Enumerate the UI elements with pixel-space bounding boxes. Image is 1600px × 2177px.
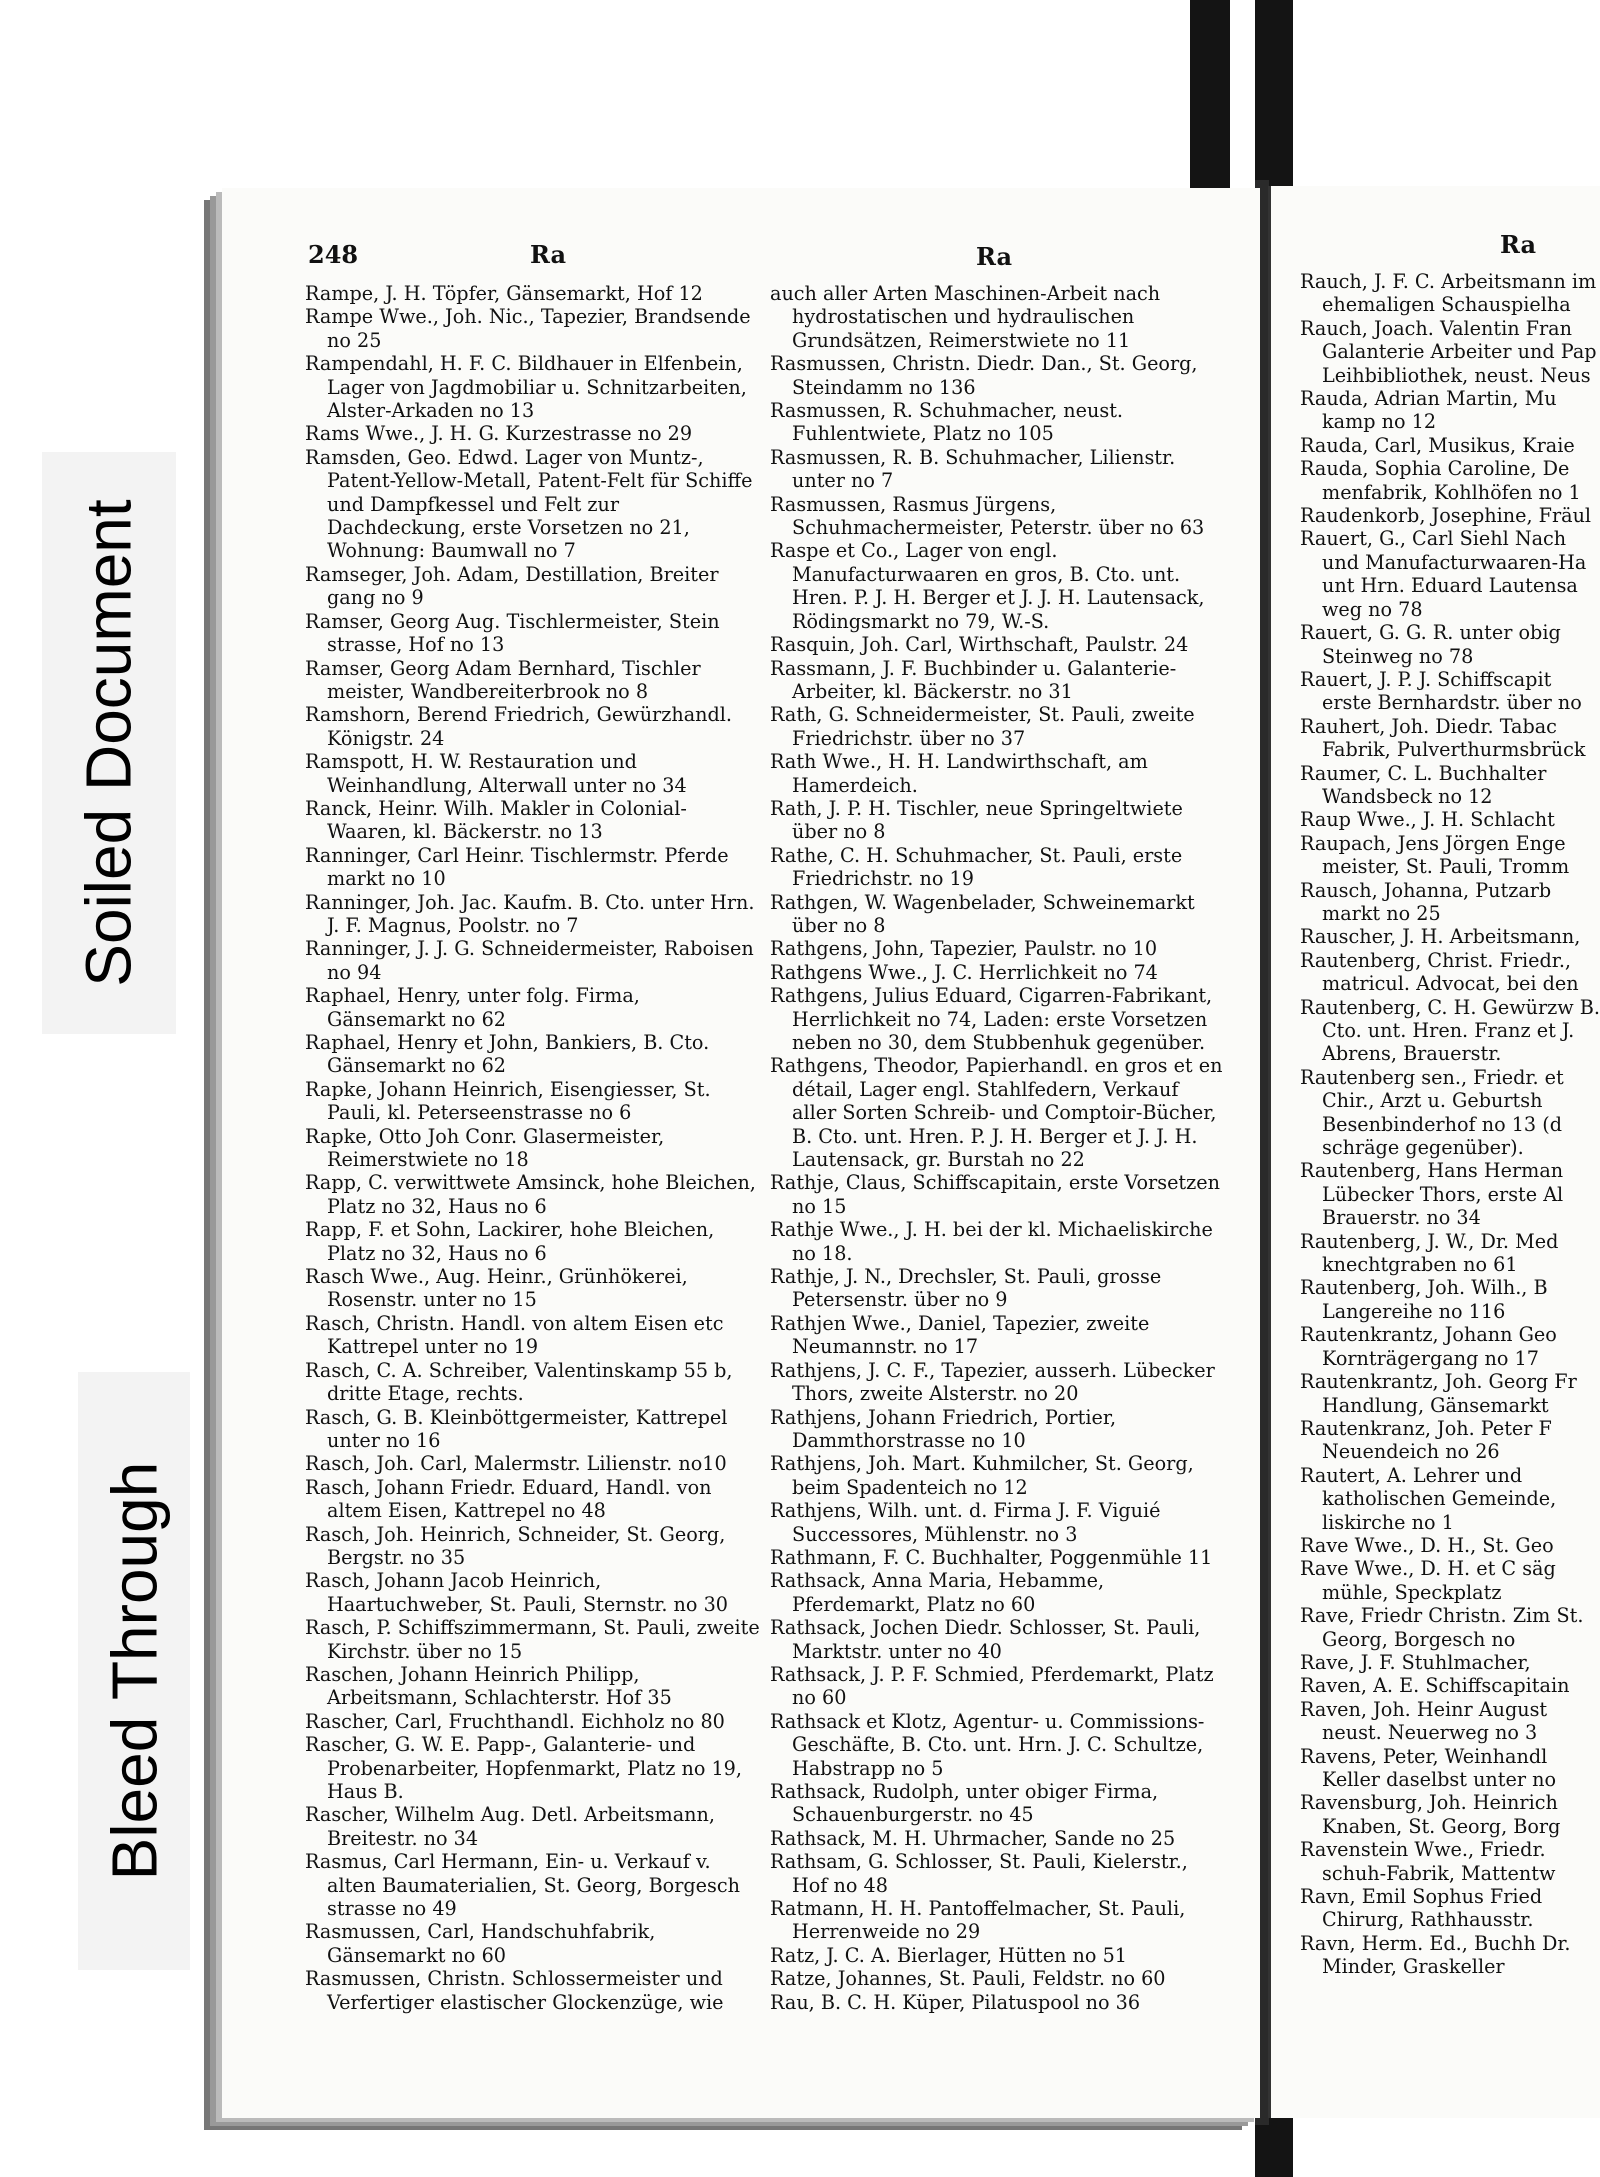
directory-entry: Rath Wwe., H. H. Landwirthschaft, am Hamerdeich. (770, 750, 1148, 797)
directory-entry: Rathmann, F. C. Buchhalter, Poggenmühle 11 (770, 1545, 1213, 1569)
directory-entry: Rasch, G. B. Kleinböttgermeister, Kattrepel unter no 16 (305, 1405, 728, 1452)
directory-entry: Ravn, Herm. Ed., Buchh Dr. Minder, Graskeller (1300, 1931, 1571, 1979)
directory-entry: Rasmussen, R. B. Schuhmacher, Lilienstr. unter no 7 (770, 445, 1176, 493)
directory-entry: Rauert, G., Carl Siehl Nach und Manufacturwaaren-Ha unt Hrn. Eduard Lautensa weg no 78 (1300, 527, 1587, 621)
directory-entry: Raven, A. E. Schiffscapitain (1300, 1674, 1570, 1698)
directory-entry: Rathgens, Theodor, Papierhandl. en gros et en détail, Lager engl. Stahlfedern, Verkauf aller Sorten Schreib- und Comptoir-Bücher, B. Cto. unt. Hren. P. J. H. Berger et J. J. H. Lautensack, gr. Burstah no 22 (770, 1054, 1223, 1172)
directory-entry: Rasch, Johann Friedr. Eduard, Handl. von altem Eisen, Kattrepel no 48 (305, 1475, 712, 1523)
directory-entry: Raphael, Henry et John, Bankiers, B. Cto. Gänsemarkt no 62 (305, 1031, 710, 1078)
directory-entry: Rampe, J. H. Töpfer, Gänsemarkt, Hof 12 (305, 282, 703, 305)
directory-entry: Ravens, Peter, Weinhandl Keller daselbst unter no (1300, 1744, 1557, 1791)
directory-entry: Rave, Friedr Christn. Zim St. Georg, Borgesch no (1300, 1604, 1584, 1651)
directory-entry: Ratze, Johannes, St. Pauli, Feldstr. no 60 (770, 1967, 1166, 1991)
directory-entry: Rasch, Johann Jacob Heinrich, Haartuchweber, St. Pauli, Sternstr. no 30 (305, 1569, 728, 1616)
page-number: 248 (308, 240, 359, 269)
directory-entry: Rathsam, G. Schlosser, St. Pauli, Kielerstr., Hof no 48 (770, 1850, 1188, 1897)
directory-entry: Ratz, J. C. A. Bierlager, Hütten no 51 (770, 1943, 1127, 1967)
directory-entry: Rasmussen, Christn. Diedr. Dan., St. Georg, Steindamm no 136 (770, 352, 1198, 399)
directory-entry: Rasch, Christn. Handl. von altem Eisen etc Kattrepel unter no 19 (305, 1311, 724, 1359)
directory-entry: Rascher, Wilhelm Aug. Detl. Arbeitsmann, Breitestr. no 34 (305, 1803, 715, 1850)
directory-entry: Rave, J. F. Stuhlmacher, (1300, 1650, 1531, 1674)
directory-entry: Rathsack et Klotz, Agentur- u. Commissions-Geschäfte, B. Cto. unt. Hrn. J. C. Schultze, Habstrapp no 5 (770, 1709, 1205, 1780)
directory-entry: Raudenkorb, Josephine, Fräul (1300, 504, 1592, 528)
directory-entry: Rausch, Johanna, Putzarb markt no 25 (1300, 878, 1552, 925)
directory-entry: Rave Wwe., D. H., St. Geo (1300, 1533, 1554, 1557)
directory-entry: Rauch, J. F. C. Arbeitsmann im ehemaligen Schauspielha (1300, 270, 1597, 317)
directory-entry: Rathjens, Johann Friedrich, Portier, Dammthorstrasse no 10 (770, 1405, 1117, 1452)
directory-entry: Ramsden, Geo. Edwd. Lager von Muntz-, Patent-Yellow-Metall, Patent-Felt für Schiffe und Dampfkessel und Felt zur Dachdeckung, erste Vorsetzen no 21, Wohnung: Baumwall no 7 (305, 445, 753, 563)
directory-entry: Rautenkrantz, Johann Geo Kornträgergang no 17 (1300, 1323, 1557, 1370)
directory-entry: Rautert, A. Lehrer und katholischen Gemeinde, liskirche no 1 (1300, 1463, 1557, 1534)
directory-entry: Rautenberg, Hans Herman Lübecker Thors, erste Al Brauerstr. no 34 (1300, 1159, 1564, 1230)
directory-entry: Rasmussen, Carl, Handschuhfabrik, Gänsemarkt no 60 (305, 1920, 656, 1967)
bookmark-ribbon-left (1190, 0, 1230, 192)
directory-entry: Rasch, C. A. Schreiber, Valentinskamp 55 b, dritte Etage, rechts. (305, 1358, 733, 1406)
directory-entry: Rampendahl, H. F. C. Bildhauer in Elfenbein, Lager von Jagdmobiliar u. Schnitzarbeiten, Alster-Arkaden no 13 (305, 352, 747, 423)
directory-entry: Ranninger, J. J. G. Schneidermeister, Raboisen no 94 (305, 937, 754, 984)
directory-entry: Rasmussen, R. Schuhmacher, neust. Fuhlentwiete, Platz no 105 (770, 399, 1124, 446)
directory-entry: Rathe, C. H. Schuhmacher, St. Pauli, erste Friedrichstr. no 19 (770, 843, 1183, 891)
directory-entry: Ranck, Heinr. Wilh. Makler in Colonial-Waaren, kl. Bäckerstr. no 13 (305, 796, 687, 844)
directory-entry: Ramspott, H. W. Restauration und Weinhandlung, Alterwall unter no 34 (305, 750, 687, 797)
directory-entry: Raphael, Henry, unter folg. Firma, Gänsemarkt no 62 (305, 984, 640, 1031)
directory-entry: Rathgens, John, Tapezier, Paulstr. no 10 (770, 937, 1158, 961)
directory-entry: Rathgens, Julius Eduard, Cigarren-Fabrikant, Herrlichkeit no 74, Laden: erste Vorsetzen neben no 30, dem Stubbenhuk gegenüber. (770, 984, 1213, 1054)
bleed-through-text: Bleed Through (98, 1461, 170, 1881)
soiled-document-label (42, 452, 176, 1034)
directory-entry: Rau, B. C. H. Küper, Pilatuspool no 36 (770, 1990, 1141, 2014)
directory-entry: Rautenberg sen., Friedr. et Chir., Arzt u. Geburtsh Besenbinderhof no 13 (d schräge gegenüber). (1300, 1065, 1564, 1160)
directory-entry: Rathje Wwe., J. H. bei der kl. Michaeliskirche no 18. (770, 1218, 1213, 1265)
directory-entry: Rasch, Joh. Heinrich, Schneider, St. Georg, Bergstr. no 35 (305, 1522, 726, 1569)
directory-entry: Raspe et Co., Lager von engl. Manufacturwaaren en gros, B. Cto. unt. Hren. P. J. H. Berger et J. J. H. Lautensack, Rödingsmarkt no 79, W.-S. (770, 539, 1205, 633)
directory-entry: Ranninger, Joh. Jac. Kaufm. B. Cto. unter Hrn. J. F. Magnus, Poolstr. no 7 (305, 890, 755, 937)
directory-entry: Rathsack, Jochen Diedr. Schlosser, St. Pauli, Marktstr. unter no 40 (770, 1616, 1201, 1663)
directory-entry: Ratmann, H. H. Pantoffelmacher, St. Pauli, Herrenweide no 29 (770, 1897, 1186, 1944)
directory-entry: Rauhert, Joh. Diedr. Tabac Fabrik, Pulverthurmsbrück (1300, 714, 1586, 762)
directory-entry: Ravenstein Wwe., Friedr. schuh-Fabrik, Mattentw (1300, 1838, 1556, 1885)
directory-entry: Rathsack, M. H. Uhrmacher, Sande no 25 (770, 1826, 1176, 1850)
page-header-ra-middle: Ra (976, 242, 1013, 271)
directory-entry: Rapke, Otto Joh Conr. Glasermeister, Reimerstwiete no 18 (305, 1124, 665, 1172)
directory-entry: Rauda, Carl, Musikus, Kraie (1300, 433, 1575, 457)
bookmark-ribbon-right (1255, 0, 1293, 210)
directory-entry: Raupach, Jens Jörgen Enge meister, St. Pauli, Tromm (1300, 831, 1570, 879)
directory-entry: Ravn, Emil Sophus Fried Chirurg, Rathhausstr. (1300, 1885, 1543, 1932)
directory-entry: Rautenberg, J. W., Dr. Med knechtgraben no 61 (1300, 1229, 1559, 1277)
directory-entry: Rautenberg, C. H. Gewürzw B. Cto. unt. Hren. Franz et J. Abrens, Brauerstr. (1300, 995, 1600, 1066)
directory-entry: Rauch, Joach. Valentin Fran Galanterie Arbeiter und Pap Leihbibliothek, neust. Neus (1300, 316, 1597, 387)
directory-entry: Ravensburg, Joh. Heinrich Knaben, St. Georg, Borg (1300, 1791, 1561, 1838)
directory-entry: Raven, Joh. Heinr August neust. Neuerweg no 3 (1300, 1697, 1548, 1745)
directory-entry: Ramser, Georg Adam Bernhard, Tischler meister, Wandbereiterbrook no 8 (305, 656, 701, 703)
directory-entry: Rath, J. P. H. Tischler, neue Springeltwiete über no 8 (770, 796, 1183, 844)
directory-entry: Rathje, Claus, Schiffscapitain, erste Vorsetzen no 15 (770, 1171, 1220, 1218)
directory-column-3 (1300, 270, 1600, 1979)
directory-entry: Rasch Wwe., Aug. Heinr., Grünhökerei, Rosenstr. unter no 15 (305, 1265, 688, 1312)
directory-entry: Rathjens, Joh. Mart. Kuhmilcher, St. Georg, beim Spadenteich no 12 (770, 1452, 1194, 1499)
directory-entry: Rautenkranz, Joh. Peter F Neuendeich no 26 (1300, 1416, 1552, 1464)
directory-entry: Ramser, Georg Aug. Tischlermeister, Stein strasse, Hof no 13 (305, 609, 720, 657)
directory-entry: Rathjens, Wilh. unt. d. Firma J. F. Viguié Successores, Mühlenstr. no 3 (770, 1499, 1161, 1546)
directory-entry: Rathsack, Anna Maria, Hebamme, Pferdemarkt, Platz no 60 (770, 1569, 1105, 1616)
soiled-document-text: Soiled Document (73, 499, 145, 987)
directory-entry: Rathsack, Rudolph, unter obiger Firma, Schauenburgerstr. no 45 (770, 1780, 1159, 1827)
page-header-ra-left: Ra (530, 240, 567, 269)
directory-entry: Rathjen Wwe., Daniel, Tapezier, zweite Neumannstr. no 17 (770, 1311, 1150, 1359)
directory-entry: Rapke, Johann Heinrich, Eisengiesser, St. Pauli, kl. Peterseenstrasse no 6 (305, 1077, 711, 1125)
directory-entry: Rauda, Sophia Caroline, De menfabrik, Kohlhöfen no 1 (1300, 457, 1581, 504)
directory-entry: Rathgen, W. Wagenbelader, Schweinemarkt über no 8 (770, 890, 1195, 937)
directory-entry: Rave Wwe., D. H. et C säg mühle, Speckplatz (1300, 1557, 1556, 1604)
directory-entry: Raumer, C. L. Buchhalter Wandsbeck no 12 (1300, 761, 1547, 808)
directory-entry: Rauert, G. G. R. unter obig Steinweg no 78 (1300, 621, 1561, 668)
directory-entry: Rapp, F. et Sohn, Lackirer, hohe Bleichen, Platz no 32, Haus no 6 (305, 1218, 715, 1265)
directory-entry: Rautenberg, Joh. Wilh., B Langereihe no 116 (1300, 1276, 1548, 1323)
directory-entry: Rasmussen, Rasmus Jürgens, Schuhmachermeister, Peterstr. über no 63 (770, 492, 1205, 540)
directory-entry: Rams Wwe., J. H. G. Kurzestrasse no 29 (305, 422, 693, 446)
directory-entry: auch aller Arten Maschinen-Arbeit nach hydrostatischen und hydraulischen Grundsätzen, Reimerstwiete no 11 (770, 282, 1161, 352)
directory-entry: Rathsack, J. P. F. Schmied, Pferdemarkt, Platz no 60 (770, 1662, 1214, 1710)
directory-entry: Raschen, Johann Heinrich Philipp, Arbeitsmann, Schlachterstr. Hof 35 (305, 1662, 672, 1710)
directory-entry: Rasch, P. Schiffszimmermann, St. Pauli, zweite Kirchstr. über no 15 (305, 1616, 760, 1663)
directory-entry: Rautenberg, Christ. Friedr., matricul. Advocat, bei den (1300, 948, 1579, 996)
directory-entry: Rasmus, Carl Hermann, Ein- u. Verkauf v. alten Baumaterialien, St. Georg, Borgesch strasse no 49 (305, 1850, 740, 1921)
directory-entry: Rathje, J. N., Drechsler, St. Pauli, grosse Petersenstr. über no 9 (770, 1265, 1162, 1312)
directory-column-2 (770, 282, 1225, 2014)
directory-entry: Rascher, G. W. E. Papp-, Galanterie- und Probenarbeiter, Hopfenmarkt, Platz no 19, Haus B. (305, 1733, 742, 1803)
directory-entry: Rapp, C. verwittwete Amsinck, hohe Bleichen, Platz no 32, Haus no 6 (305, 1171, 756, 1218)
directory-entry: Rautenkrantz, Joh. Georg Fr Handlung, Gänsemarkt (1300, 1370, 1577, 1417)
directory-entry: Rath, G. Schneidermeister, St. Pauli, zweite Friedrichstr. über no 37 (770, 703, 1195, 750)
directory-entry: Raup Wwe., J. H. Schlacht (1300, 808, 1555, 832)
page-header-ra-right: Ra (1500, 230, 1537, 259)
directory-entry: Rampe Wwe., Joh. Nic., Tapezier, Brandsende no 25 (305, 305, 751, 352)
bleed-through-label (78, 1372, 190, 1970)
directory-entry: Ramseger, Joh. Adam, Destillation, Breiter gang no 9 (305, 562, 719, 610)
directory-entry: Rauda, Adrian Martin, Mu kamp no 12 (1300, 387, 1557, 434)
directory-entry: Rauscher, J. H. Arbeitsmann, (1300, 925, 1581, 949)
directory-entry: Rasch, Joh. Carl, Malermstr. Lilienstr. no10 (305, 1452, 727, 1476)
directory-entry: Rascher, Carl, Fruchthandl. Eichholz no 80 (305, 1709, 725, 1733)
directory-entry: Rauert, J. P. J. Schiffscapit erste Bernhardstr. über no (1300, 667, 1582, 715)
directory-entry: Rathgens Wwe., J. C. Herrlichkeit no 74 (770, 960, 1158, 984)
directory-column-1 (305, 282, 760, 2014)
directory-entry: Rasquin, Joh. Carl, Wirthschaft, Paulstr. 24 (770, 633, 1189, 657)
directory-entry: Ranninger, Carl Heinr. Tischlermstr. Pferde markt no 10 (305, 843, 729, 891)
directory-entry: Rasmussen, Christn. Schlossermeister und Verfertiger elastischer Glockenzüge, wie (305, 1967, 724, 2014)
directory-entry: Rassmann, J. F. Buchbinder u. Galanterie-Arbeiter, kl. Bäckerstr. no 31 (770, 656, 1177, 703)
directory-entry: Ramshorn, Berend Friedrich, Gewürzhandl. Königstr. 24 (305, 703, 733, 750)
directory-entry: Rathjens, J. C. F., Tapezier, ausserh. Lübecker Thors, zweite Alsterstr. no 20 (770, 1358, 1215, 1406)
